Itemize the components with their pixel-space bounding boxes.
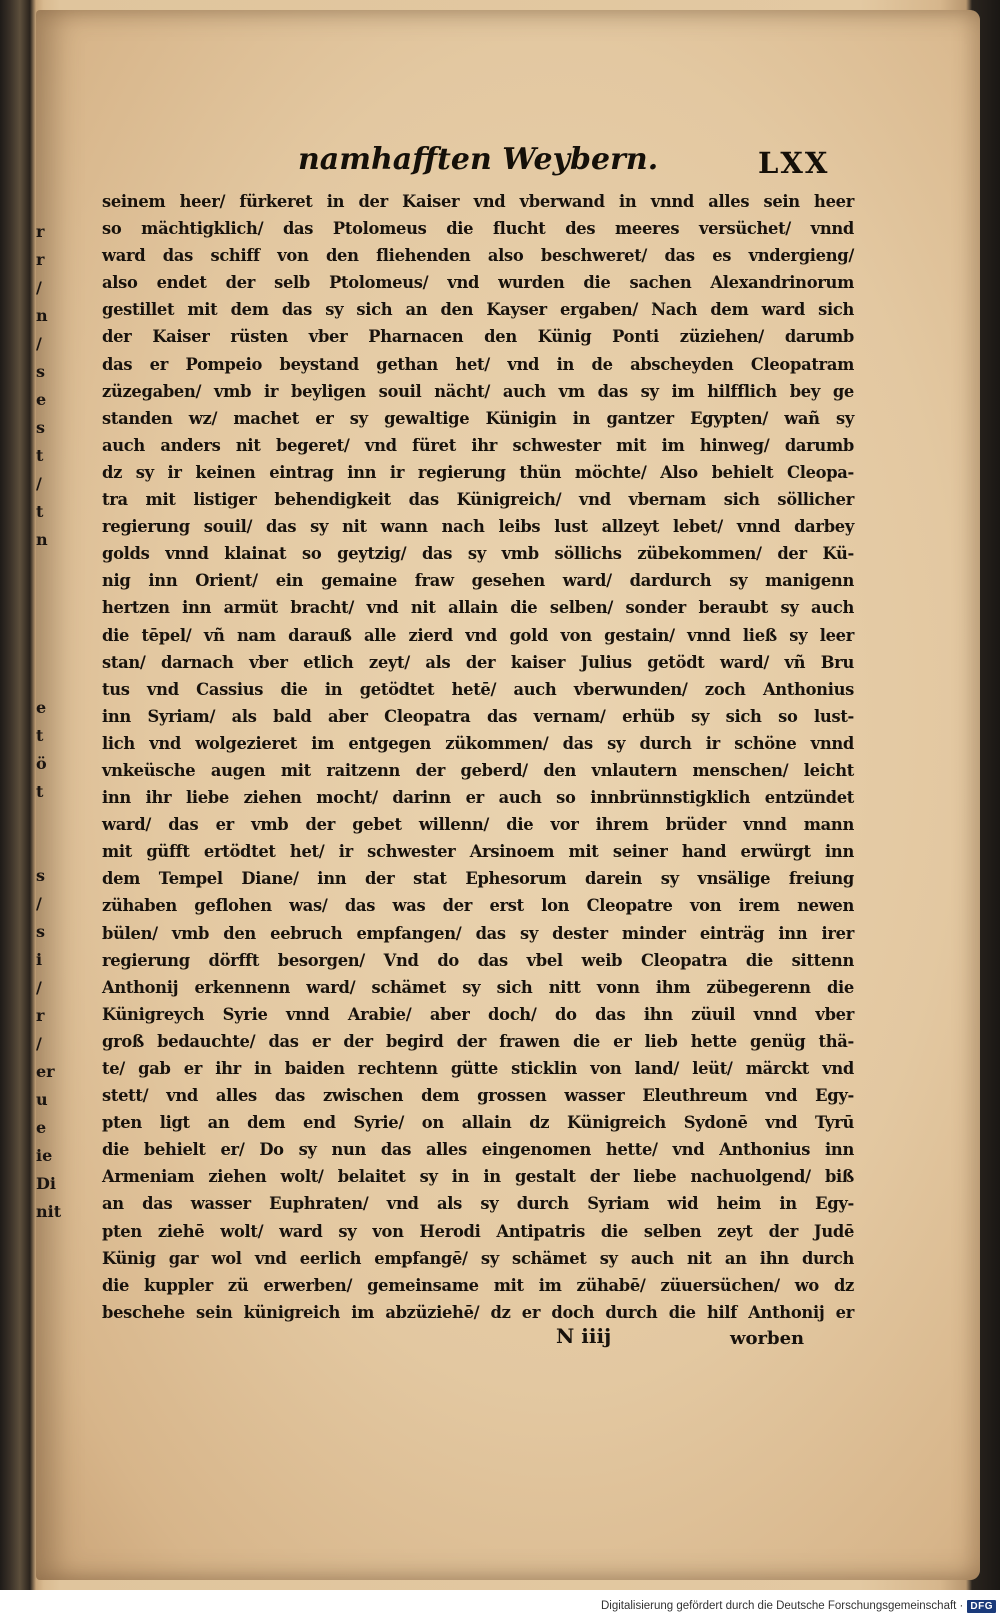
gutter-mark: Di — [36, 1174, 56, 1193]
text-line: pten ligt an dem end Syrie/ on allain dz Künigreich Sydonē vnd Tyrū — [102, 1113, 854, 1133]
gutter-mark: / — [36, 1034, 42, 1053]
gutter-mark — [36, 638, 50, 666]
folio-number: LXX — [758, 146, 830, 180]
body-text — [102, 188, 854, 1326]
gutter-mark: ö — [36, 754, 47, 773]
gutter-mark: ie — [36, 1146, 53, 1165]
text-line: standen wz/ machet er sy gewaltige Künigin in gantzer Egypten/ wañ sy — [102, 408, 854, 428]
text-line: so mächtigklich/ das Ptolomeus die flucht des meeres versüchet/ vnnd — [102, 219, 854, 239]
text-line: ward das schiff von den fliehenden also beschweret/ das es vndergieng/ — [102, 246, 854, 266]
text-line: mit güfft ertödtet het/ ir schwester Arsinoem mit seiner hand erwürgt inn — [102, 842, 854, 862]
gutter-mark — [36, 666, 50, 694]
gutter-mark — [36, 834, 50, 862]
gutter-mark — [36, 610, 50, 638]
text-line: dem Tempel Diane/ inn der stat Ephesorum darein sy vnsälige freiung — [102, 869, 854, 889]
gutter-mark — [36, 190, 50, 218]
text-line: stan/ darnach vber etlich zeyt/ als der kaiser Julius getödt ward/ vñ Bru — [102, 652, 854, 672]
text-line: bülen/ vmb den eebruch empfangen/ das sy dester minder einträg inn irer — [102, 923, 854, 943]
gutter-mark — [36, 554, 50, 582]
text-line: Armeniam ziehen wolt/ belaitet sy in in gestalt der liebe nachuolgend/ biß — [102, 1167, 854, 1187]
gutter-mark: n — [36, 530, 48, 549]
gutter-mark: nit — [36, 1202, 62, 1221]
text-line: ward/ das er vmb der gebet willenn/ die vor ihrem brüder vnnd mann — [102, 815, 854, 835]
facing-page-gutter — [36, 190, 62, 1390]
text-line: hertzen inn armüt bracht/ vnd nit allain die selben/ sonder beraubt sy auch — [102, 598, 854, 618]
text-line: seinem heer/ fürkeret in der Kaiser vnd vberwand in vnnd alles sein heer — [102, 192, 854, 211]
text-line: die behielt er/ Do sy nun das alles eingenomen hette/ vnd Anthonius inn — [102, 1140, 854, 1160]
gutter-mark: er — [36, 1062, 55, 1081]
text-line: nig inn Orient/ ein gemaine fraw gesehen ward/ dardurch sy manigenn — [102, 571, 854, 591]
text-line: vnkeüsche augen mit raitzenn der geberd/ den vnlautern menschen/ leicht — [102, 760, 854, 780]
gutter-mark: e — [36, 390, 47, 409]
text-line: die tēpel/ vñ nam darauß alle zierd vnd gold von gestain/ vnnd ließ sy leer — [102, 625, 854, 645]
text-line: gestillet mit dem das sy sich an den Kayser ergaben/ Nach dem ward sich — [102, 300, 854, 320]
gutter-mark: / — [36, 278, 42, 297]
catchword: worben — [730, 1328, 805, 1349]
gutter-mark: / — [36, 334, 42, 353]
text-line: zühaben geflohen was/ das was der erst lon Cleopatre von irem newen — [102, 896, 854, 916]
text-line: Künigreych Syrie vnnd Arabie/ aber doch/ do das ihn züuil vnnd vber — [102, 1004, 854, 1024]
gutter-mark: r — [36, 222, 45, 241]
gutter-mark: / — [36, 978, 42, 997]
gutter-mark: i — [36, 950, 43, 969]
gutter-mark: s — [36, 418, 46, 437]
gutter-mark: n — [36, 306, 48, 325]
text-line: an das wasser Euphraten/ vnd als sy durch Syriam wid heim in Egy- — [102, 1194, 854, 1214]
gutter-mark: r — [36, 250, 45, 269]
gutter-mark: r — [36, 1006, 45, 1025]
credit-text: Digitalisierung gefördert durch die Deutsche Forschungsgemeinschaft · — [600, 1600, 964, 1612]
gutter-mark — [36, 582, 50, 610]
gutter-mark: t — [36, 502, 44, 521]
text-line: lich vnd wolgezieret im entgegen zükommen/ das sy durch ir schöne vnnd — [102, 733, 854, 753]
gutter-mark: / — [36, 474, 42, 493]
text-line: auch anders nit begeret/ vnd füret ihr schwester mit im hinweg/ darumb — [102, 435, 854, 455]
text-line: inn ihr liebe ziehen mocht/ darinn er auch so innbrünnstigklich entzündet — [102, 788, 854, 808]
text-line: die kuppler zü erwerben/ gemeinsame mit im zühabē/ züuersüchen/ wo dz — [102, 1275, 854, 1295]
text-line: also endet der selb Ptolomeus/ vnd wurden die sachen Alexandrinorum — [102, 273, 854, 293]
text-line: stett/ vnd alles das zwischen dem grossen wasser Eleuthreum vnd Egy- — [102, 1086, 854, 1106]
text-line: regierung souil/ das sy nit wann nach leibs lust allzeyt lebet/ vnnd darbey — [102, 517, 854, 537]
text-line: inn Syriam/ als bald aber Cleopatra das vernam/ erhüb sy sich so lust- — [102, 706, 854, 726]
text-line: regierung dörfft besorgen/ Vnd do das vbel weib Cleopatra die sittenn — [102, 950, 854, 970]
signature-mark: N iiij — [556, 1324, 612, 1348]
gutter-mark — [36, 806, 50, 834]
text-line: golds vnnd klainat so geytzig/ das sy vmb söllichs zübekommen/ der Kü- — [102, 544, 854, 564]
text-line: dz sy ir keinen eintrag inn ir regierung thün möchte/ Also behielt Cleopa- — [102, 462, 854, 482]
digitization-credit — [601, 1594, 996, 1618]
gutter-mark: s — [36, 922, 46, 941]
book-page — [36, 10, 980, 1580]
gutter-mark: s — [36, 362, 46, 381]
text-line: Künig gar wol vnd eerlich empfangē/ sy schämet sy auch nit an ihn durch — [102, 1248, 854, 1268]
text-line: das er Pompeio beystand gethan het/ vnd in de abscheyden Cleopatram — [102, 354, 854, 374]
text-line: der Kaiser rüsten vber Pharnacen den Künig Ponti züziehen/ darumb — [102, 327, 854, 347]
gutter-mark: s — [36, 866, 46, 885]
text-line: tus vnd Cassius die in getödtet hetē/ auch vberwunden/ zoch Anthonius — [102, 679, 854, 699]
text-line: Anthonij erkennenn ward/ schämet sy sich nitt vonn ihm zübegerenn die — [102, 977, 854, 997]
gutter-mark: t — [36, 726, 44, 745]
text-line: te/ gab er ihr in baiden rechtenn gütte sticklin von land/ leüt/ märckt vnd — [102, 1059, 854, 1078]
running-head: namhafften Weybern. — [298, 142, 659, 177]
dfg-logo-icon: DFG — [967, 1600, 996, 1613]
text-line: groß bedauchte/ das er der begird der frawen die er lieb hette genüg thä- — [102, 1031, 854, 1051]
text-line: pten ziehē wolt/ ward sy von Herodi Antipatris die selben zeyt der Judē — [102, 1221, 854, 1241]
gutter-mark: t — [36, 782, 44, 801]
gutter-mark: t — [36, 446, 44, 465]
text-line: tra mit listiger behendigkeit das Künigreich/ vnd vbernam sich söllicher — [102, 490, 854, 510]
gutter-mark: / — [36, 894, 42, 913]
text-line: züzegaben/ vmb ir beyligen souil nächt/ auch vm das sy im hilfflich bey ge — [102, 381, 854, 401]
gutter-mark: e — [36, 698, 47, 717]
gutter-mark: e — [36, 1118, 47, 1137]
gutter-mark: u — [36, 1090, 48, 1109]
text-line: beschehe sein künigreich im abzüziehē/ dz er doch durch die hilf Anthonij er — [102, 1302, 854, 1322]
